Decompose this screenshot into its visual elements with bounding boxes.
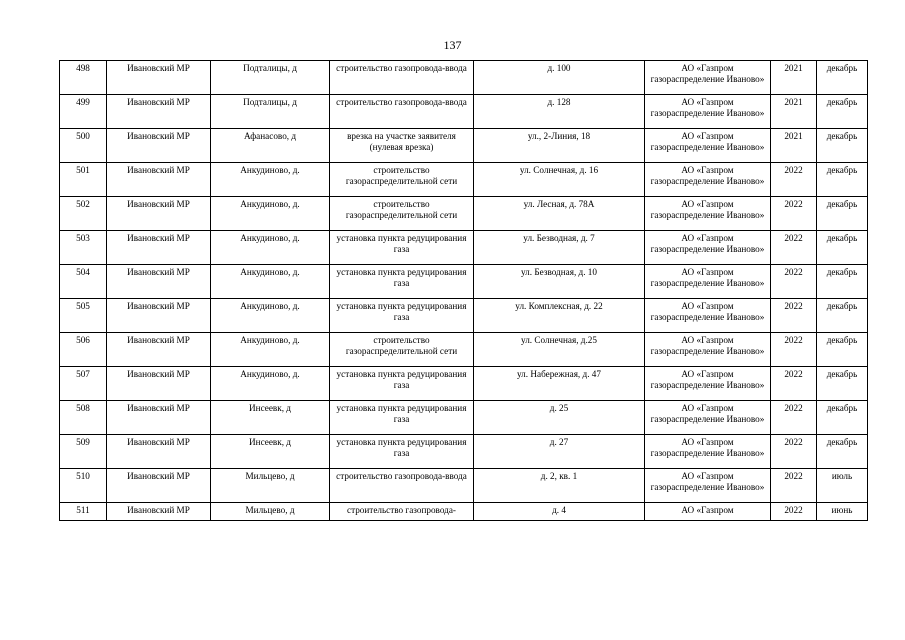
executor-cell: АО «Газпром газораспределение Иваново»	[645, 299, 771, 333]
year-cell: 2022	[771, 299, 817, 333]
row-number-cell: 501	[60, 163, 107, 197]
settlement-cell: Инсеевк, д	[211, 435, 330, 469]
district-cell: Ивановский МР	[107, 197, 211, 231]
address-cell: д. 100	[474, 61, 645, 95]
settlement-cell: Мильцево, д	[211, 469, 330, 503]
work-type-cell: строительство газопровода-ввода	[330, 469, 474, 503]
table-row	[60, 469, 868, 503]
settlement-cell: Мильцево, д	[211, 503, 330, 521]
table-row	[60, 333, 868, 367]
row-number-cell: 508	[60, 401, 107, 435]
year-cell: 2022	[771, 401, 817, 435]
month-cell: декабрь	[817, 299, 868, 333]
executor-cell: АО «Газпром газораспределение Иваново»	[645, 231, 771, 265]
executor-cell: АО «Газпром газораспределение Иваново»	[645, 435, 771, 469]
year-cell: 2022	[771, 231, 817, 265]
year-cell: 2022	[771, 265, 817, 299]
executor-cell: АО «Газпром газораспределение Иваново»	[645, 333, 771, 367]
month-cell: декабрь	[817, 61, 868, 95]
settlement-cell: Афанасово, д	[211, 129, 330, 163]
year-cell: 2022	[771, 197, 817, 231]
settlement-cell: Анкудиново, д.	[211, 367, 330, 401]
table-row	[60, 299, 868, 333]
row-number-cell: 500	[60, 129, 107, 163]
district-cell: Ивановский МР	[107, 435, 211, 469]
table-row	[60, 367, 868, 401]
district-cell: Ивановский МР	[107, 333, 211, 367]
row-number-cell: 499	[60, 95, 107, 129]
table-row	[60, 503, 868, 521]
table-row	[60, 197, 868, 231]
month-cell: декабрь	[817, 163, 868, 197]
executor-cell: АО «Газпром	[645, 503, 771, 521]
district-cell: Ивановский МР	[107, 61, 211, 95]
month-cell: декабрь	[817, 333, 868, 367]
year-cell: 2022	[771, 435, 817, 469]
table-row	[60, 163, 868, 197]
work-type-cell: установка пункта редуцирования газа	[330, 265, 474, 299]
row-number-cell: 507	[60, 367, 107, 401]
year-cell: 2022	[771, 163, 817, 197]
row-number-cell: 509	[60, 435, 107, 469]
table-row	[60, 435, 868, 469]
district-cell: Ивановский МР	[107, 265, 211, 299]
address-cell: д. 128	[474, 95, 645, 129]
row-number-cell: 498	[60, 61, 107, 95]
executor-cell: АО «Газпром газораспределение Иваново»	[645, 129, 771, 163]
work-type-cell: строительство газопровода-ввода	[330, 61, 474, 95]
month-cell: июль	[817, 469, 868, 503]
work-type-cell: строительство газораспределительной сети	[330, 197, 474, 231]
month-cell: декабрь	[817, 435, 868, 469]
month-cell: декабрь	[817, 401, 868, 435]
executor-cell: АО «Газпром газораспределение Иваново»	[645, 95, 771, 129]
table-row	[60, 129, 868, 163]
executor-cell: АО «Газпром газораспределение Иваново»	[645, 401, 771, 435]
page-number: 137	[443, 38, 462, 52]
table-row	[60, 265, 868, 299]
row-number-cell: 505	[60, 299, 107, 333]
month-cell: декабрь	[817, 95, 868, 129]
month-cell: декабрь	[817, 129, 868, 163]
settlement-cell: Подталицы, д	[211, 61, 330, 95]
address-cell: ул. Лесная, д. 78А	[474, 197, 645, 231]
address-cell: ул. Солнечная, д. 16	[474, 163, 645, 197]
district-cell: Ивановский МР	[107, 401, 211, 435]
table-row	[60, 95, 868, 129]
executor-cell: АО «Газпром газораспределение Иваново»	[645, 367, 771, 401]
settlement-cell: Подталицы, д	[211, 95, 330, 129]
gasification-table	[59, 60, 868, 521]
district-cell: Ивановский МР	[107, 367, 211, 401]
work-type-cell: установка пункта редуцирования газа	[330, 299, 474, 333]
work-type-cell: установка пункта редуцирования газа	[330, 367, 474, 401]
work-type-cell: строительство газопровода-	[330, 503, 474, 521]
table-row	[60, 231, 868, 265]
settlement-cell: Анкудиново, д.	[211, 265, 330, 299]
address-cell: д. 4	[474, 503, 645, 521]
address-cell: ул. Безводная, д. 10	[474, 265, 645, 299]
district-cell: Ивановский МР	[107, 163, 211, 197]
address-cell: ул. Солнечная, д.25	[474, 333, 645, 367]
executor-cell: АО «Газпром газораспределение Иваново»	[645, 61, 771, 95]
year-cell: 2022	[771, 469, 817, 503]
row-number-cell: 504	[60, 265, 107, 299]
month-cell: июнь	[817, 503, 868, 521]
table-body	[60, 61, 868, 521]
address-cell: ул., 2-Линия, 18	[474, 129, 645, 163]
work-type-cell: строительство газораспределительной сети	[330, 333, 474, 367]
row-number-cell: 502	[60, 197, 107, 231]
settlement-cell: Анкудиново, д.	[211, 197, 330, 231]
address-cell: д. 25	[474, 401, 645, 435]
address-cell: ул. Безводная, д. 7	[474, 231, 645, 265]
work-type-cell: установка пункта редуцирования газа	[330, 231, 474, 265]
work-type-cell: установка пункта редуцирования газа	[330, 401, 474, 435]
year-cell: 2022	[771, 333, 817, 367]
district-cell: Ивановский МР	[107, 469, 211, 503]
month-cell: декабрь	[817, 231, 868, 265]
settlement-cell: Инсеевк, д	[211, 401, 330, 435]
year-cell: 2021	[771, 129, 817, 163]
executor-cell: АО «Газпром газораспределение Иваново»	[645, 265, 771, 299]
work-type-cell: строительство газопровода-ввода	[330, 95, 474, 129]
row-number-cell: 503	[60, 231, 107, 265]
year-cell: 2021	[771, 61, 817, 95]
month-cell: декабрь	[817, 367, 868, 401]
work-type-cell: строительство газораспределительной сети	[330, 163, 474, 197]
settlement-cell: Анкудиново, д.	[211, 333, 330, 367]
month-cell: декабрь	[817, 197, 868, 231]
settlement-cell: Анкудиново, д.	[211, 299, 330, 333]
table-row	[60, 61, 868, 95]
settlement-cell: Анкудиново, д.	[211, 231, 330, 265]
work-type-cell: врезка на участке заявителя (нулевая врезка)	[330, 129, 474, 163]
year-cell: 2022	[771, 367, 817, 401]
row-number-cell: 511	[60, 503, 107, 521]
year-cell: 2022	[771, 503, 817, 521]
table-row	[60, 401, 868, 435]
district-cell: Ивановский МР	[107, 95, 211, 129]
executor-cell: АО «Газпром газораспределение Иваново»	[645, 469, 771, 503]
year-cell: 2021	[771, 95, 817, 129]
district-cell: Ивановский МР	[107, 231, 211, 265]
executor-cell: АО «Газпром газораспределение Иваново»	[645, 163, 771, 197]
address-cell: д. 2, кв. 1	[474, 469, 645, 503]
work-type-cell: установка пункта редуцирования газа	[330, 435, 474, 469]
row-number-cell: 506	[60, 333, 107, 367]
row-number-cell: 510	[60, 469, 107, 503]
district-cell: Ивановский МР	[107, 129, 211, 163]
month-cell: декабрь	[817, 265, 868, 299]
settlement-cell: Анкудиново, д.	[211, 163, 330, 197]
address-cell: ул. Комплексная, д. 22	[474, 299, 645, 333]
address-cell: ул. Набережная, д. 47	[474, 367, 645, 401]
address-cell: д. 27	[474, 435, 645, 469]
district-cell: Ивановский МР	[107, 299, 211, 333]
executor-cell: АО «Газпром газораспределение Иваново»	[645, 197, 771, 231]
district-cell: Ивановский МР	[107, 503, 211, 521]
